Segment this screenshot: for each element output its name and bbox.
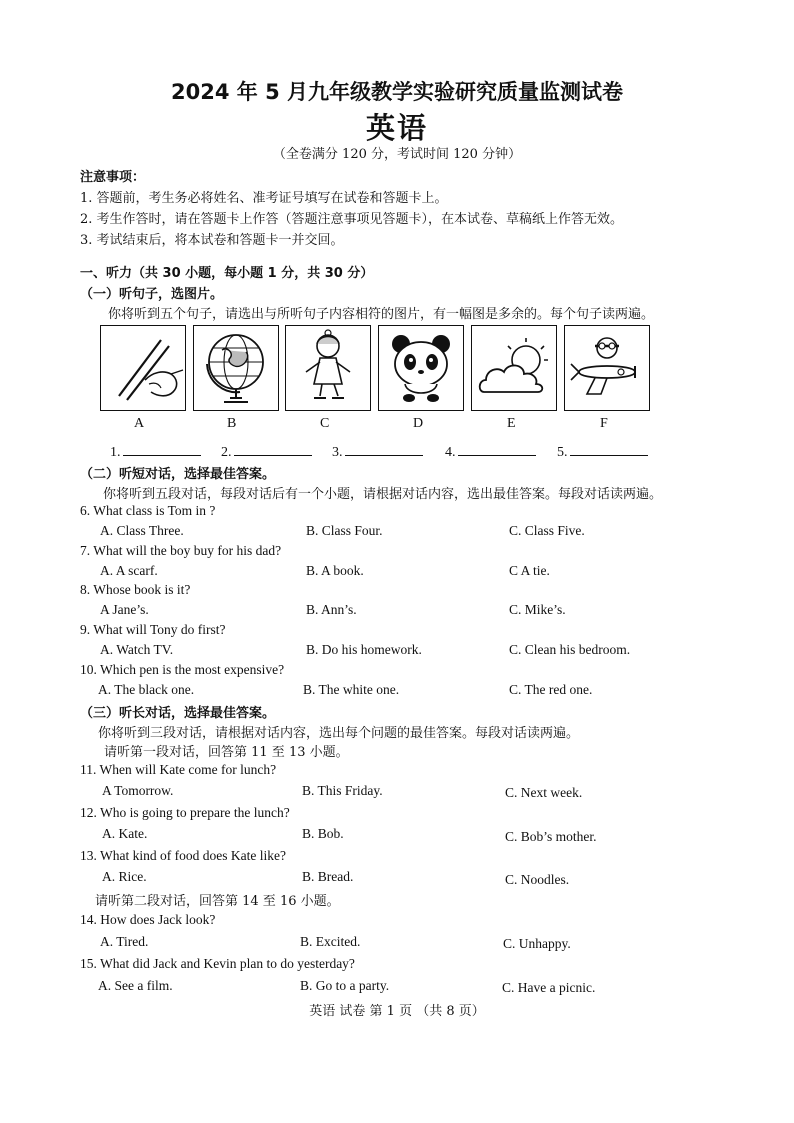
picture-label: B — [227, 416, 237, 431]
notice-heading: 注意事项： — [80, 170, 146, 185]
option-b[interactable]: B. Excited. — [300, 934, 361, 949]
option-a[interactable]: A. The black one. — [98, 682, 195, 697]
answer-number: 5. — [557, 445, 568, 460]
question-text: 9. What will Tony do first? — [80, 622, 226, 637]
part3-instruction: 你将听到三段对话，请根据对话内容，选出每个问题的最佳答案。每段对话读两遍。 — [98, 726, 580, 741]
question-text: 14. How does Jack look? — [80, 912, 216, 927]
picture-label: C — [320, 416, 330, 431]
dialog-note: 请听第一段对话，回答第 11 至 13 小题。 — [104, 745, 349, 760]
option-c[interactable]: C. Bob’s mother. — [505, 829, 597, 844]
answer-number: 4. — [445, 445, 456, 460]
option-a[interactable]: A Tomorrow. — [102, 783, 174, 798]
picture-e — [471, 325, 557, 411]
answer-number: 1. — [110, 445, 121, 460]
answer-line — [458, 443, 536, 456]
answer-blank[interactable] — [221, 443, 312, 461]
globe-icon — [194, 326, 278, 410]
picture-a — [100, 325, 186, 411]
picture-label: F — [600, 416, 608, 431]
option-c[interactable]: C. Noodles. — [505, 872, 570, 887]
answer-line — [234, 443, 312, 456]
question-text: 8. Whose book is it? — [80, 582, 191, 597]
answer-line — [123, 443, 201, 456]
answer-blank[interactable] — [557, 443, 648, 461]
girl-skating-icon — [286, 326, 370, 410]
question-text: 15. What did Jack and Kevin plan to do yesterday? — [80, 956, 355, 971]
option-c[interactable]: C. Class Five. — [509, 523, 585, 538]
option-c[interactable]: C. Next week. — [505, 785, 583, 800]
option-a[interactable]: A. Rice. — [102, 869, 147, 884]
answer-blank[interactable] — [110, 443, 201, 461]
exam-title: 2024 年 5 月九年级教学实验研究质量监测试卷 — [171, 80, 623, 104]
picture-label: A — [134, 416, 145, 431]
part2-heading: （二）听短对话，选择最佳答案。 — [80, 467, 276, 482]
picture-f — [564, 325, 650, 411]
section-heading: 一、听力（共 30 小题，每小题 1 分，共 30 分） — [80, 266, 374, 281]
option-c[interactable]: C. Unhappy. — [503, 936, 571, 951]
part1-heading: （一）听句子，选图片。 — [80, 287, 224, 302]
page-footer: 英语 试卷 第 1 页 （共 8 页） — [309, 1004, 485, 1019]
question-text: 13. What kind of food does Kate like? — [80, 848, 286, 863]
picture-label: D — [413, 416, 424, 431]
option-c[interactable]: C. Have a picnic. — [502, 980, 596, 995]
answer-number: 2. — [221, 445, 232, 460]
dialog-note: 请听第二段对话，回答第 14 至 16 小题。 — [95, 894, 340, 909]
option-b[interactable]: B. A book. — [306, 563, 364, 578]
option-b[interactable]: B. Do his homework. — [306, 642, 422, 657]
panda-icon — [379, 326, 463, 410]
picture-c — [285, 325, 371, 411]
answer-line — [570, 443, 648, 456]
question-text: 6. What class is Tom in ? — [80, 503, 216, 518]
option-c[interactable]: C. Mike’s. — [509, 602, 566, 617]
part3-heading: （三）听长对话，选择最佳答案。 — [80, 706, 276, 721]
option-a[interactable]: A. Kate. — [102, 826, 148, 841]
option-b[interactable]: B. Ann’s. — [306, 602, 357, 617]
option-a[interactable]: A. A scarf. — [100, 563, 158, 578]
notice-item: 3. 考试结束后，将本试卷和答题卡一并交回。 — [80, 233, 344, 248]
score-note: （全卷满分 120 分，考试时间 120 分钟） — [272, 147, 522, 162]
notice-item: 2. 考生作答时，请在答题卡上作答（答题注意事项见答题卡），在本试卷、草稿纸上作答无效。 — [80, 212, 624, 227]
answer-line — [345, 443, 423, 456]
option-b[interactable]: B. The white one. — [303, 682, 400, 697]
option-c[interactable]: C. Clean his bedroom. — [509, 642, 631, 657]
question-text: 10. Which pen is the most expensive? — [80, 662, 285, 677]
question-text: 12. Who is going to prepare the lunch? — [80, 805, 290, 820]
option-b[interactable]: B. Go to a party. — [300, 978, 390, 993]
option-c[interactable]: C A tie. — [509, 563, 550, 578]
question-text: 7. What will the boy buy for his dad? — [80, 543, 282, 558]
option-b[interactable]: B. Bob. — [302, 826, 344, 841]
part1-instruction: 你将听到五个句子，请选出与所听句子内容相符的图片，有一幅图是多余的。每个句子读两遍。 — [108, 307, 655, 322]
option-a[interactable]: A. Class Three. — [100, 523, 184, 538]
cloud-sun-icon — [472, 326, 556, 410]
picture-b — [193, 325, 279, 411]
option-b[interactable]: B. This Friday. — [302, 783, 383, 798]
chopsticks-icon — [101, 326, 185, 410]
question-text: 11. When will Kate come for lunch? — [80, 762, 277, 777]
pilot-plane-icon — [565, 326, 649, 410]
option-a[interactable]: A. Tired. — [100, 934, 149, 949]
subject-title: 英语 — [365, 111, 428, 145]
answer-blank[interactable] — [332, 443, 423, 461]
option-c[interactable]: C. The red one. — [509, 682, 593, 697]
option-a[interactable]: A. Watch TV. — [100, 642, 174, 657]
option-b[interactable]: B. Class Four. — [306, 523, 383, 538]
option-a[interactable]: A Jane’s. — [100, 602, 149, 617]
answer-number: 3. — [332, 445, 343, 460]
notice-item: 1. 答题前，考生务必将姓名、准考证号填写在试卷和答题卡上。 — [80, 191, 448, 206]
part2-instruction: 你将听到五段对话，每段对话后有一个小题，请根据对话内容，选出最佳答案。每段对话读两遍。 — [103, 487, 663, 502]
picture-label: E — [507, 416, 516, 431]
picture-d — [378, 325, 464, 411]
option-b[interactable]: B. Bread. — [302, 869, 354, 884]
answer-blank[interactable] — [445, 443, 536, 461]
option-a[interactable]: A. See a film. — [98, 978, 173, 993]
